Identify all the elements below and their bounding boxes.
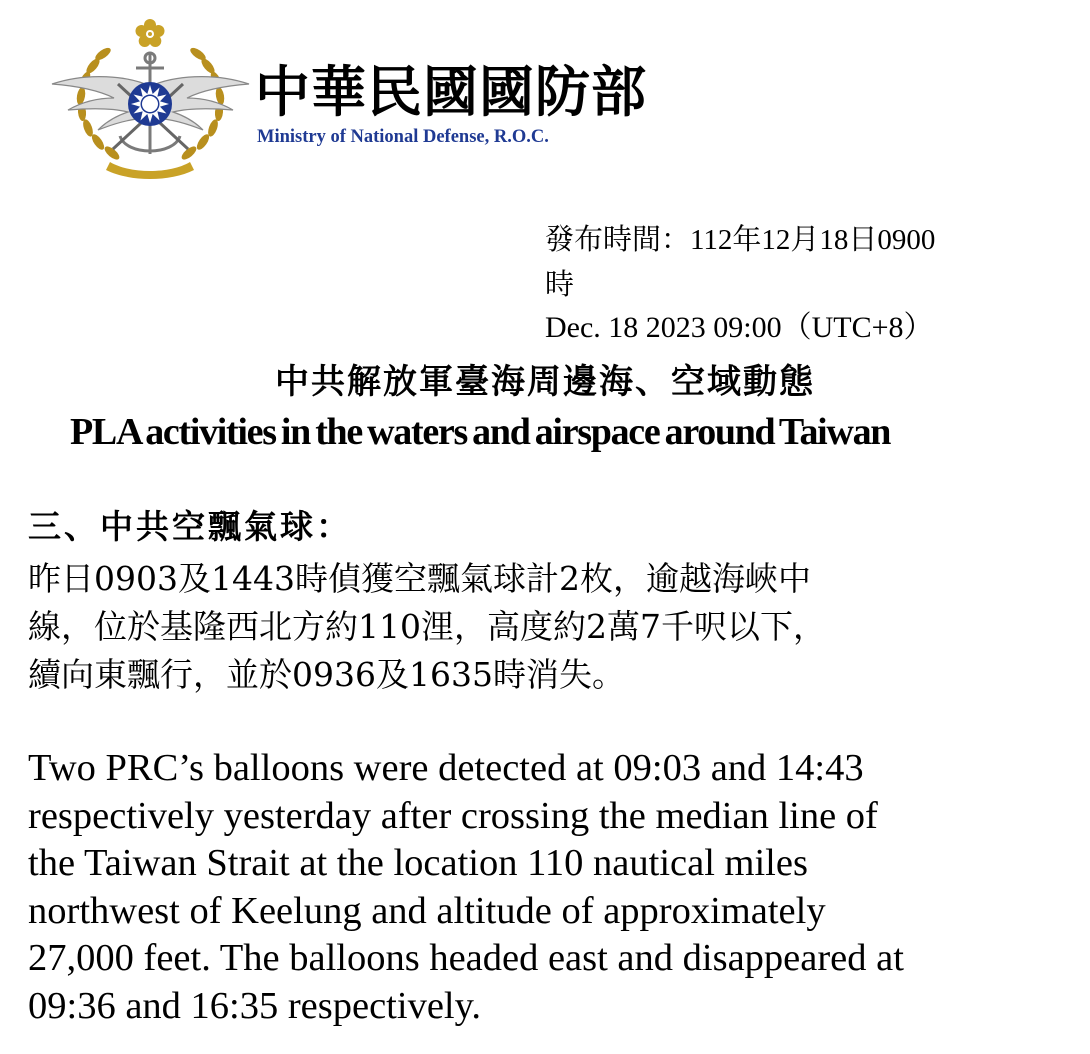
- body-en-line: 09:36 and 16:35 respectively.: [28, 984, 481, 1027]
- body-en-line: respectively yesterday after crossing the median line of: [28, 794, 878, 837]
- plum-blossom-icon: [136, 19, 165, 47]
- body-en-line: northwest of Keelung and altitude of approximately: [28, 889, 826, 932]
- body-zh-line: 昨日0903及1443時偵獲空飄氣球計2枚，逾越海峽中: [28, 559, 811, 598]
- document-title-en: PLA activities in the waters and airspace around Taiwan: [70, 411, 891, 453]
- ribbon: [106, 162, 194, 179]
- document-title-zh: 中共解放軍臺海周邊海、空域動態: [275, 362, 815, 402]
- section-heading: 三、中共空飄氣球：: [28, 507, 352, 546]
- release-time-zh: 發布時間：112年12月18日0900: [545, 224, 936, 256]
- white-sun-icon: [128, 82, 172, 126]
- ministry-name-en: Ministry of National Defense, R.O.C.: [257, 127, 549, 147]
- body-zh-line: 線，位於基隆西北方約110浬，高度約2萬7千呎以下，: [28, 607, 826, 646]
- body-en-line: Two PRC’s balloons were detected at 09:03 and 14:43: [28, 747, 864, 789]
- body-text-zh: [28, 555, 1068, 699]
- release-time-block: [545, 218, 1055, 350]
- release-time-en: Dec. 18 2023 09:00（UTC+8）: [545, 311, 934, 344]
- ministry-name-zh: 中華民國國防部: [255, 59, 648, 124]
- ministry-emblem-icon: [48, 14, 253, 184]
- release-time-zh-cont: 時: [545, 267, 575, 301]
- body-en-line: the Taiwan Strait at the location 110 nautical miles: [28, 842, 808, 884]
- body-text-en: [28, 745, 1068, 1030]
- body-en-line: 27,000 feet. The balloons headed east and disappeared at: [28, 937, 904, 979]
- body-zh-line: 續向東飄行，並於0936及1635時消失。: [28, 655, 625, 694]
- letterhead: [48, 14, 748, 184]
